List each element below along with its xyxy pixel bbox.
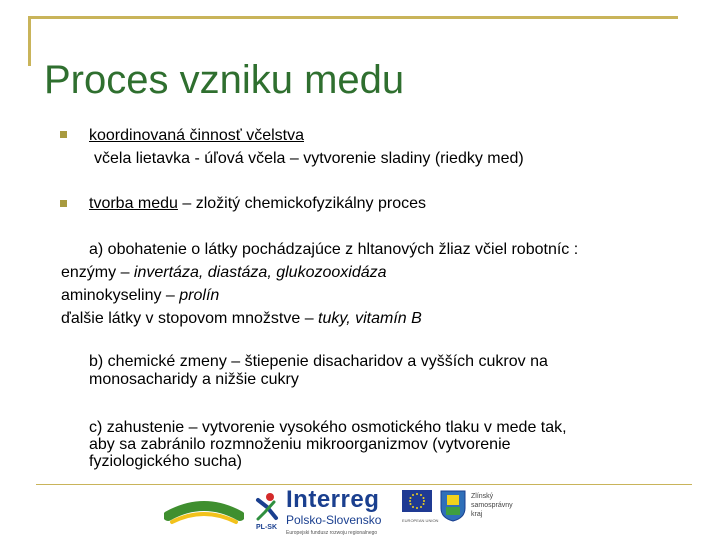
plsk-label: PL-SK bbox=[256, 524, 277, 531]
frame-left-line bbox=[28, 16, 31, 66]
frame-bottom-line bbox=[36, 484, 692, 485]
para-a-amino bbox=[61, 286, 219, 305]
kraj-line3: kraj bbox=[471, 511, 483, 518]
kraj-line2: samosprávny bbox=[471, 502, 513, 509]
amino-list: prolín bbox=[179, 287, 220, 304]
para-c-line2: aby sa zabránilo rozmnoženiu mikroorganizmov (vytvorenie bbox=[89, 436, 511, 453]
interreg-logo bbox=[286, 488, 396, 538]
bullet-square-icon bbox=[60, 131, 67, 138]
interreg-name: Interreg bbox=[286, 486, 380, 513]
frame-top-line bbox=[28, 16, 678, 19]
para-a-line1: a) obohatenie o látky pochádzajúce z hltanových žliaz včiel robotníc : bbox=[89, 241, 579, 258]
slide-title: Proces vzniku medu bbox=[44, 58, 405, 102]
bullet2-underlined: tvorba medu bbox=[89, 195, 178, 212]
para-b-line2: monosacharidy a nižšie cukry bbox=[89, 371, 299, 388]
para-c-line3: fyziologického sucha) bbox=[89, 453, 242, 470]
eu-flag-icon bbox=[402, 490, 432, 512]
plsk-logo bbox=[252, 492, 282, 536]
interreg-tagline: Europejski fundusz rozwoju regionalnego bbox=[286, 530, 378, 536]
zlinsky-kraj-logo bbox=[440, 490, 550, 536]
other-label: ďalšie látky v stopovom množstve – bbox=[61, 310, 319, 327]
bullet2-text bbox=[89, 194, 426, 213]
para-c bbox=[89, 419, 567, 470]
eu-label: EUROPEAN UNION bbox=[402, 518, 439, 523]
para-a-other bbox=[61, 309, 422, 328]
bee-routes-logo bbox=[164, 496, 244, 532]
para-b bbox=[89, 353, 548, 389]
interreg-subtitle: Polsko-Slovensko bbox=[286, 513, 382, 527]
amino-label: aminokyseliny – bbox=[61, 287, 180, 304]
bullet1-detail: včela lietavka - úľová včela – vytvorenie sladiny (riedky med) bbox=[94, 150, 524, 167]
enzymes-list: invertáza, diastáza, glukozooxidáza bbox=[133, 264, 387, 281]
bullet2-rest: – zložitý chemickofyzikálny proces bbox=[177, 195, 427, 212]
bullet1-heading: koordinovaná činnosť včelstva bbox=[89, 127, 305, 144]
para-a-enzymes bbox=[61, 263, 387, 282]
para-c-line1: c) zahustenie – vytvorenie vysokého osmotického tlaku v mede tak, bbox=[89, 419, 567, 436]
eu-flag-logo bbox=[402, 490, 439, 523]
bullet-square-icon bbox=[60, 200, 67, 207]
other-list: tuky, vitamín B bbox=[318, 310, 422, 327]
kraj-line1: Zlínský bbox=[471, 493, 494, 500]
coat-of-arms-icon bbox=[440, 490, 466, 522]
plsk-figure-icon bbox=[252, 492, 282, 522]
para-b-line1: b) chemické zmeny – štiepenie disacharidov a vyšších cukrov na bbox=[89, 353, 548, 370]
kraj-text bbox=[471, 492, 513, 519]
enzymes-label: enzýmy – bbox=[61, 264, 134, 281]
footer-logos bbox=[160, 488, 680, 540]
